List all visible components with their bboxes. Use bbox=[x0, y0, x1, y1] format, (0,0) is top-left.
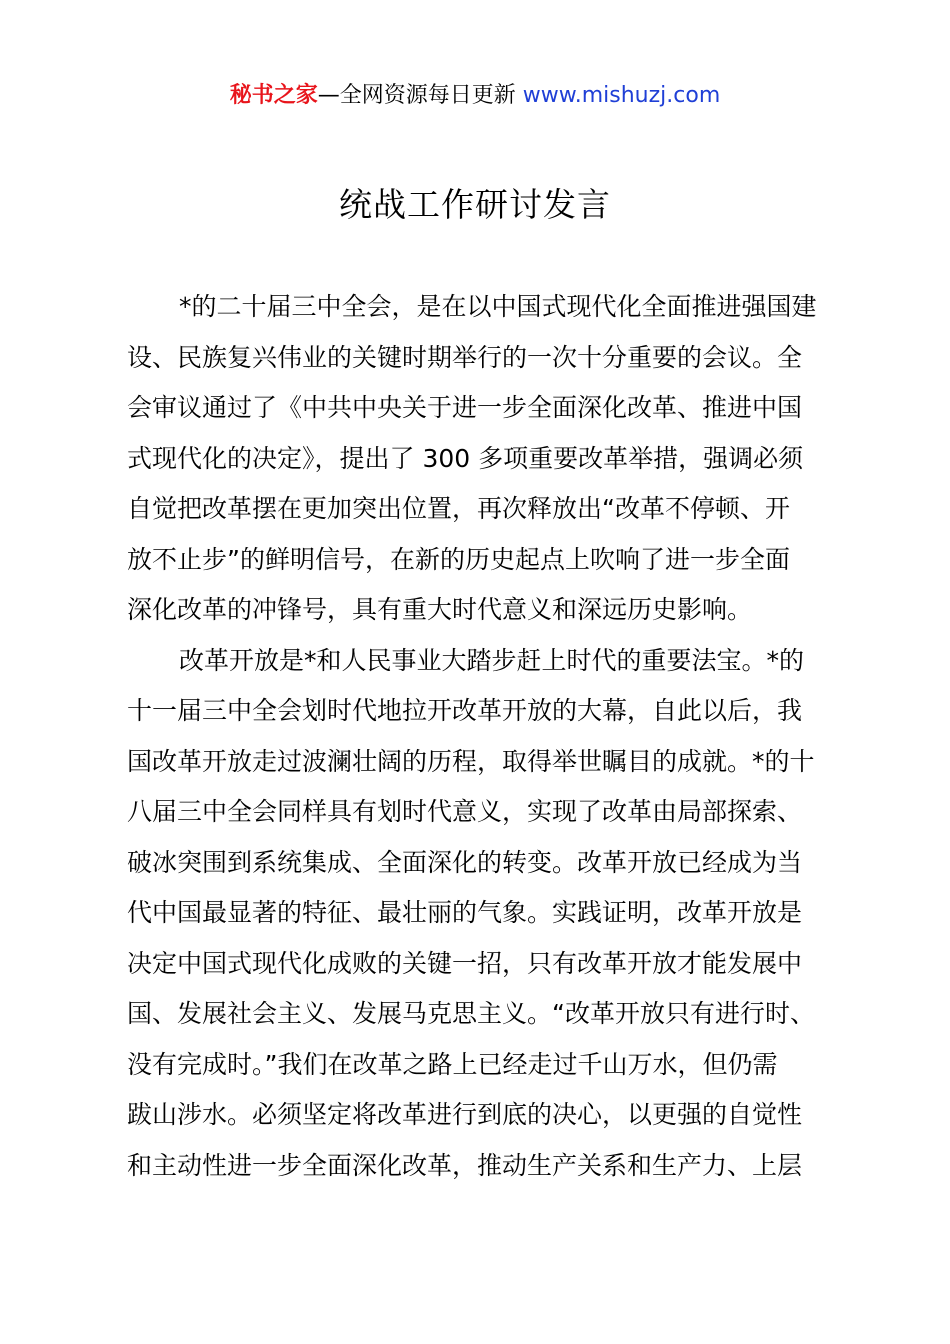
paragraph-line: 十一届三中全会划时代地拉开改革开放的大幕，自此以后，我 bbox=[127, 696, 803, 725]
site-url-link[interactable]: www.mishuzj.com bbox=[522, 83, 721, 108]
paragraph-line: 国、发展社会主义、发展马克思主义。“改革开放只有进行时、 bbox=[127, 999, 815, 1028]
paragraph-line: 决定中国式现代化成败的关键一招，只有改革开放才能发展中 bbox=[127, 948, 803, 978]
paragraph-line: 改革开放是*和人民事业大踏步赶上时代的重要法宝。*的 bbox=[179, 645, 805, 675]
paragraph-line: 深化改革的冲锋号，具有重大时代意义和深远历史影响。 bbox=[127, 595, 753, 624]
paragraph-line: 和主动性进一步全面深化改革，推动生产关系和生产力、上层 bbox=[127, 1150, 803, 1180]
paragraph-line: 设、民族复兴伟业的关键时期举行的一次十分重要的会议。全 bbox=[127, 342, 803, 372]
document-body bbox=[127, 282, 847, 1191]
paragraph-line: *的二十届三中全会，是在以中国式现代化全面推进强国建 bbox=[179, 292, 817, 321]
paragraph-line: 跋山涉水。必须坚定将改革进行到底的决心，以更强的自觉性 bbox=[127, 1100, 803, 1129]
paragraph-line: 自觉把改革摆在更加突出位置，再次释放出“改革不停顿、开 bbox=[127, 494, 790, 523]
paragraph-line: 破冰突围到系统集成、全面深化的转变。改革开放已经成为当 bbox=[127, 847, 803, 877]
header-tagline: —全网资源每日更新 bbox=[317, 83, 516, 108]
paragraph-line: 会审议通过了《中共中央关于进一步全面深化改革、推进中国 bbox=[127, 393, 803, 422]
paragraph-line: 式现代化的决定》，提出了 300 多项重要改革举措，强调必须 bbox=[127, 443, 804, 473]
site-header bbox=[0, 80, 950, 112]
paragraph-line: 放不止步”的鲜明信号，在新的历史起点上吹响了进一步全面 bbox=[127, 544, 790, 574]
paragraph-line: 没有完成时。”我们在改革之路上已经走过千山万水，但仍需 bbox=[127, 1049, 778, 1079]
paragraph-line: 八届三中全会同样具有划时代意义，实现了改革由局部探索、 bbox=[127, 797, 803, 826]
paragraph-1 bbox=[127, 282, 847, 636]
document-title: 统战工作研讨发言 bbox=[339, 185, 611, 224]
paragraph-line: 国改革开放走过波澜壮阔的历程，取得举世瞩目的成就。*的十 bbox=[127, 746, 815, 776]
paragraph-2 bbox=[127, 636, 847, 1192]
brand-name: 秘书之家 bbox=[229, 83, 318, 108]
paragraph-line: 代中国最显著的特征、最壮丽的气象。实践证明，改革开放是 bbox=[127, 898, 803, 927]
